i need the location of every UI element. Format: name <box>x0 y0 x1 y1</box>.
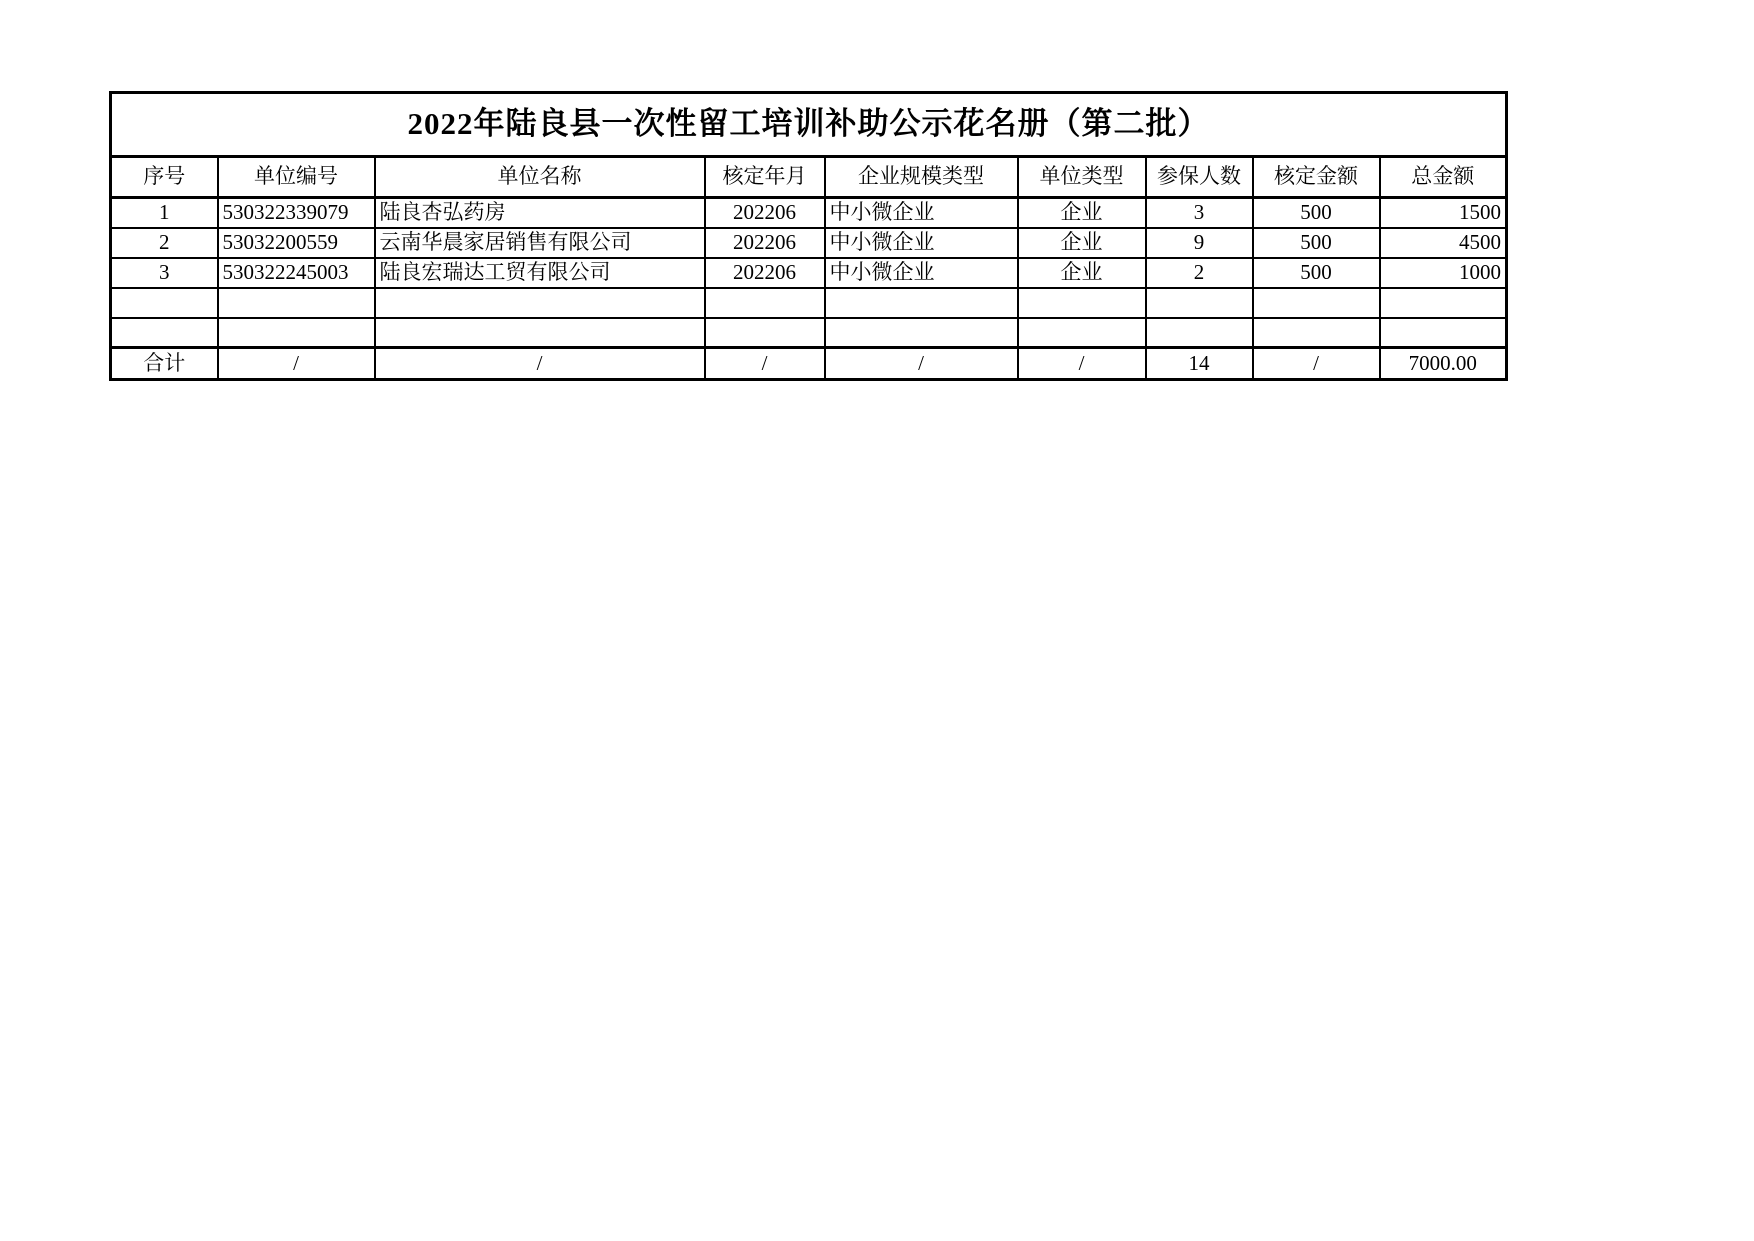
table-cell <box>1018 318 1146 348</box>
table-cell: 3 <box>111 258 218 288</box>
table-cell <box>1146 318 1253 348</box>
table-row-empty <box>111 288 1507 318</box>
table-cell: 500 <box>1253 198 1380 228</box>
table-cell: 1000 <box>1380 258 1507 288</box>
table-row-empty <box>111 318 1507 348</box>
table-cell <box>111 288 218 318</box>
table-cell: 2 <box>111 228 218 258</box>
table-cell: / <box>218 348 375 380</box>
table-row <box>111 228 1507 258</box>
table-cell <box>1146 288 1253 318</box>
table-cell: 202206 <box>705 198 825 228</box>
table-header-row <box>111 157 1507 198</box>
table-cell: 中小微企业 <box>825 198 1018 228</box>
table-cell: 企业 <box>1018 258 1146 288</box>
column-header-enterprise-scale: 企业规模类型 <box>825 157 1018 198</box>
total-label: 合计 <box>111 348 218 380</box>
column-header-approved-month: 核定年月 <box>705 157 825 198</box>
column-header-unit-name: 单位名称 <box>375 157 705 198</box>
table-cell <box>1253 318 1380 348</box>
table-row <box>111 258 1507 288</box>
table-cell: 500 <box>1253 228 1380 258</box>
total-amount-value: 7000.00 <box>1380 348 1507 380</box>
table-cell <box>825 288 1018 318</box>
table-cell <box>1380 288 1507 318</box>
table-cell: 企业 <box>1018 198 1146 228</box>
table-cell: 500 <box>1253 258 1380 288</box>
table-cell: 1500 <box>1380 198 1507 228</box>
table-cell: 202206 <box>705 258 825 288</box>
table-cell: / <box>1253 348 1380 380</box>
table-cell: / <box>1018 348 1146 380</box>
column-header-approved-amount: 核定金额 <box>1253 157 1380 198</box>
column-header-unit-id: 单位编号 <box>218 157 375 198</box>
table-cell: 陆良宏瑞达工贸有限公司 <box>375 258 705 288</box>
table-cell: 企业 <box>1018 228 1146 258</box>
table-cell: / <box>825 348 1018 380</box>
table-title: 2022年陆良县一次性留工培训补助公示花名册（第二批） <box>111 93 1507 157</box>
table-cell <box>705 318 825 348</box>
column-header-seq: 序号 <box>111 157 218 198</box>
column-header-total-amount: 总金额 <box>1380 157 1507 198</box>
table-cell <box>111 318 218 348</box>
column-header-insured-count: 参保人数 <box>1146 157 1253 198</box>
table-cell: 云南华晨家居销售有限公司 <box>375 228 705 258</box>
table-cell <box>218 288 375 318</box>
table-cell: 53032200559 <box>218 228 375 258</box>
table-cell <box>218 318 375 348</box>
table-cell: 4500 <box>1380 228 1507 258</box>
table-cell: 中小微企业 <box>825 228 1018 258</box>
table-cell: / <box>375 348 705 380</box>
table-title-row <box>111 93 1507 157</box>
table-cell <box>1018 288 1146 318</box>
table-cell: 202206 <box>705 228 825 258</box>
column-header-unit-type: 单位类型 <box>1018 157 1146 198</box>
table-cell <box>1253 288 1380 318</box>
table-cell: 9 <box>1146 228 1253 258</box>
table-cell: 3 <box>1146 198 1253 228</box>
table-total-row <box>111 348 1507 380</box>
table-row <box>111 198 1507 228</box>
roster-table-container <box>109 91 1505 381</box>
table-cell: 530322245003 <box>218 258 375 288</box>
table-cell: 中小微企业 <box>825 258 1018 288</box>
table-cell <box>375 318 705 348</box>
table-cell <box>705 288 825 318</box>
table-cell: / <box>705 348 825 380</box>
table-cell <box>375 288 705 318</box>
table-cell: 1 <box>111 198 218 228</box>
total-insured-count: 14 <box>1146 348 1253 380</box>
table-cell: 陆良杏弘药房 <box>375 198 705 228</box>
roster-table <box>109 91 1508 381</box>
table-cell: 530322339079 <box>218 198 375 228</box>
table-cell <box>825 318 1018 348</box>
table-cell: 2 <box>1146 258 1253 288</box>
table-cell <box>1380 318 1507 348</box>
